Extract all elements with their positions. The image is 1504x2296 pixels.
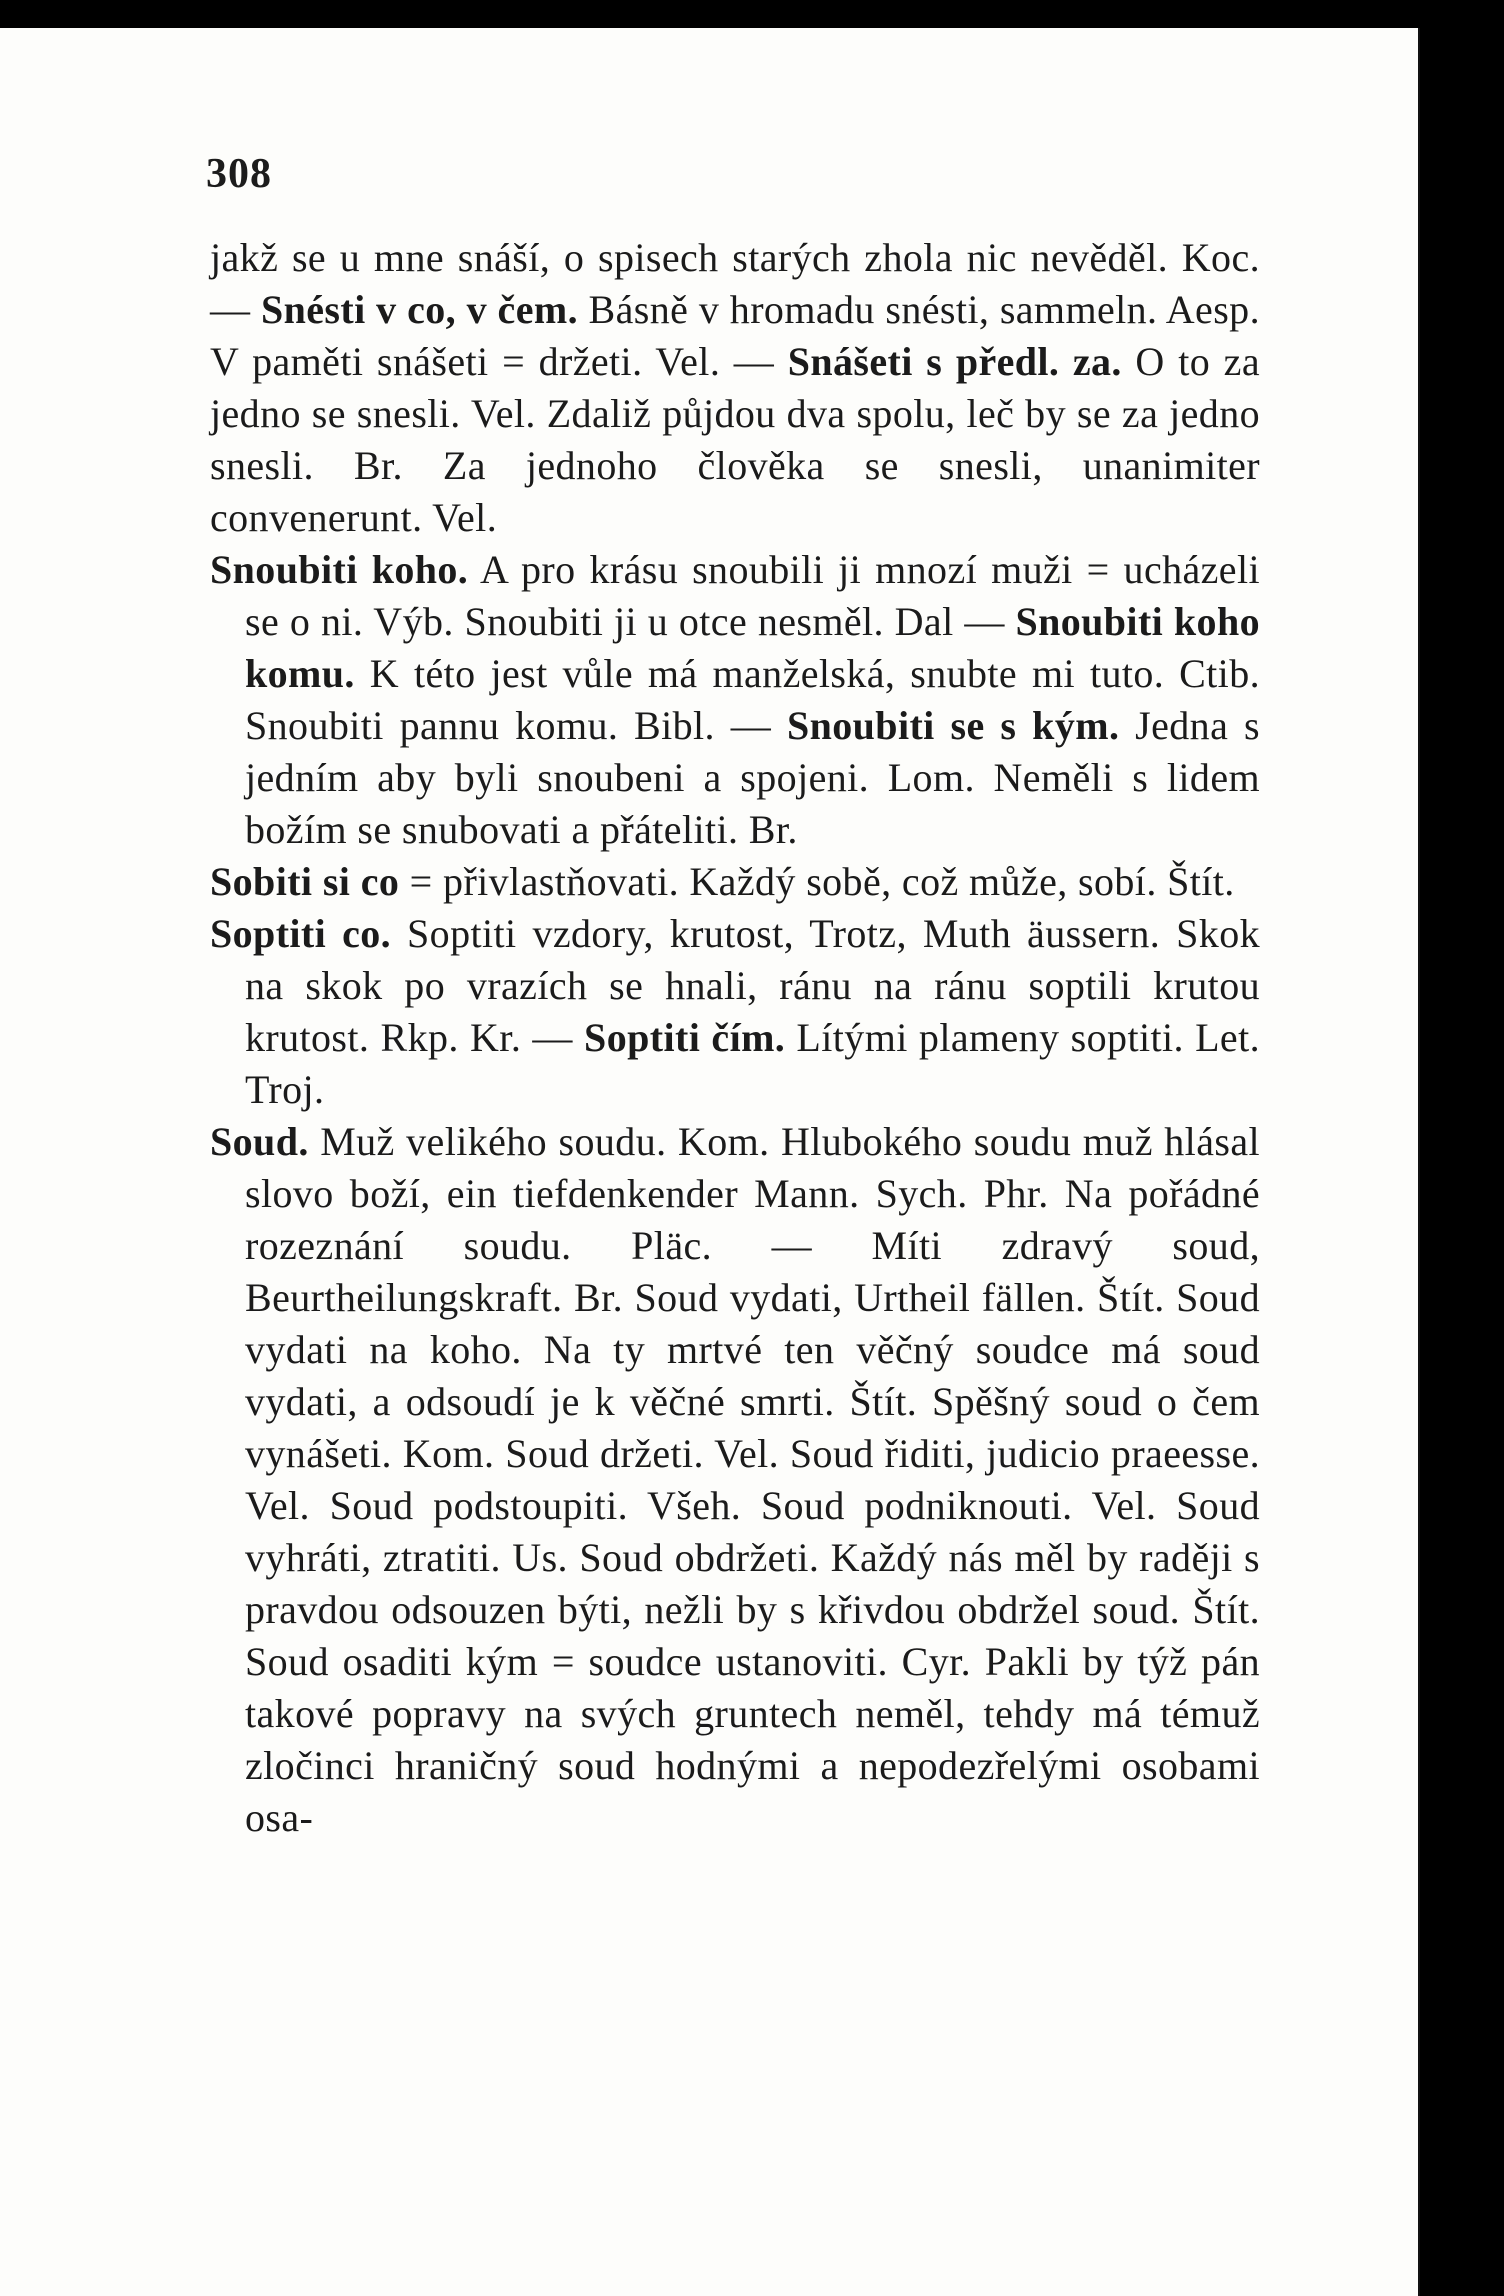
entry-headword: Snoubiti koho.	[210, 547, 469, 592]
entry-soptiti	[210, 908, 1260, 1116]
paragraph-text: Soptiti vzdory, krutost, Trotz, Muth äussern. Skok na skok po vrazích se hnali, ránu na ránu soptili krutou krutost. Rkp. Kr. —	[245, 911, 1261, 1060]
entry-sobiti	[210, 856, 1260, 908]
paragraph-text: Jedna s jedním aby byli snoubeni a spojeni. Lom. Neměli s lidem božím se snubovati a přáteliti. Br.	[245, 703, 1260, 852]
entry-headword: Soptiti co.	[210, 911, 392, 956]
sub-entry: Soptiti čím.	[584, 1015, 786, 1060]
paragraph-text: K této jest vůle má manželská, snubte mi tuto. Ctib. Snoubiti pannu komu. Bibl. —	[245, 651, 1260, 748]
paragraph-text: Lítými plameny soptiti. Let. Troj.	[245, 1015, 1261, 1112]
paragraph-text: = přivlastňovati. Každý sobě, což může, sobí. Štít.	[399, 859, 1235, 904]
scan-margin	[1420, 0, 1504, 2296]
paragraph-text: jakž se u mne snáší, o spisech starých zhola nic nevěděl. Koc. —	[210, 235, 1260, 332]
dictionary-text	[210, 232, 1260, 1844]
sub-entry: Snésti v co, v čem.	[260, 287, 578, 332]
paragraph-text: Básně v hromadu snésti, sammeln. Aesp. V paměti snášeti = držeti. Vel. —	[210, 287, 1260, 384]
paragraph-text: Muž velikého soudu. Kom. Hlubokého soudu muž hlásal slovo boží, ein tiefdenkender Mann. Sych. Phr. Na pořádné rozeznání soudu. Pläc. — Míti zdravý soud, Beurtheilungskraft. Br. Soud vydati, Urtheil fällen. Štít. Soud vydati na koho. Na ty mrtvé ten věčný soudce má soud vydati, a odsoudí je k věčné smrti. Štít. Spěšný soud o čem vynášeti. Kom. Soud držeti. Vel. Soud řiditi, judicio praeesse. Vel. Soud podstoupiti. Všeh. Soud podniknouti. Vel. Soud vyhráti, ztratiti. Us. Soud obdržeti. Každý nás měl by raději s pravdou odsouzen býti, nežli by s křivdou obdržel soud. Štít. Soud osaditi kým = soudce ustanoviti. Cyr. Pakli by týž pán takové popravy na svých gruntech neměl, tehdy má témuž zločinci hraničný soud hodnými a nepodezřelými osobami osa-	[245, 1119, 1260, 1840]
sub-entry: Snášeti s předl. za.	[787, 339, 1122, 384]
entry-soud	[210, 1116, 1260, 1844]
page-number: 308	[206, 151, 272, 197]
entry-headword: Sobiti si co	[210, 859, 400, 904]
entry-headword: Soud.	[210, 1119, 309, 1164]
sub-entry: Snoubiti koho komu.	[245, 599, 1260, 696]
entry-snoubiti	[210, 544, 1260, 856]
sub-entry: Snoubiti se s kým.	[786, 703, 1120, 748]
paragraph-text: O to za jedno se snesli. Vel. Zdaliž půjdou dva spolu, leč by se za jedno snesli. Br. Za jednoho člověka se snesli, unanimiter convenerunt. Vel.	[210, 339, 1260, 540]
paragraph-text: A pro krásu snoubili ji mnozí muži = ucházeli se o ni. Výb. Snoubiti ji u otce nesměl. Dal —	[245, 547, 1260, 644]
paragraph-continuation	[210, 232, 1260, 544]
